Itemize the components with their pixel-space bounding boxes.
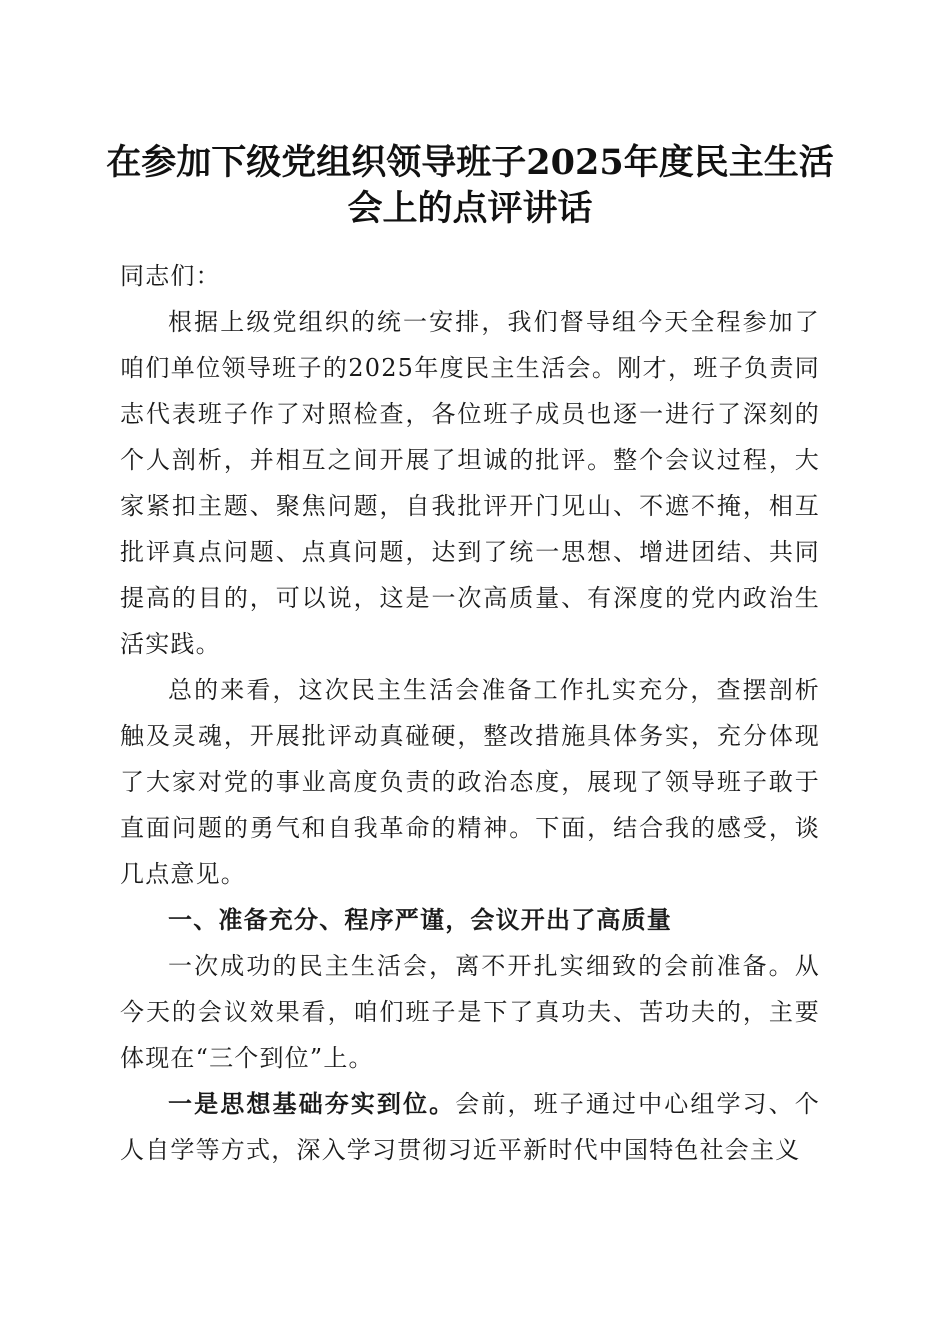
paragraph: 根据上级党组织的统一安排，我们督导组今天全程参加了咱们单位领导班子的2025年度民主生活会。刚才，班子负责同志代表班子作了对照检查，各位班子成员也逐一进行了深刻的个人剖析，并相互之间开展了坦诚的批评。整个会议过程，大家紧扣主题、聚焦问题，自我批评开门见山、不遮不掩，相互批评真点问题、点真问题，达到了统一思想、增进团结、共同提高的目的，可以说，这是一次高质量、有深度的党内政治生活实践。 (120, 308, 820, 658)
point-lead: 一是思想基础夯实到位。 (168, 1089, 456, 1118)
section-heading: 一、准备充分、程序严谨，会议开出了高质量 (168, 906, 672, 934)
paragraph: 一次成功的民主生活会，离不开扎实细致的会前准备。从今天的会议效果看，咱们班子是下了真功夫、苦功夫的，主要体现在“三个到位”上。 (120, 952, 820, 1072)
document-body (120, 253, 820, 1173)
document-title: 在参加下级党组织领导班子2025年度民主生活会上的点评讲话 (106, 142, 834, 229)
salutation: 同志们： (120, 262, 221, 290)
point-paragraph (120, 1081, 820, 1173)
paragraph: 总的来看，这次民主生活会准备工作扎实充分，查摆剖析触及灵魂，开展批评动真碰硬，整改措施具体务实，充分体现了大家对党的事业高度负责的政治态度，展现了领导班子敢于直面问题的勇气和自我革命的精神。下面，结合我的感受，谈几点意见。 (120, 676, 820, 888)
point-text: 会前，班子通过中心组学习、个人自学等方式，深入学习贯彻习近平新时代中国特色社会主义 (120, 1090, 820, 1164)
